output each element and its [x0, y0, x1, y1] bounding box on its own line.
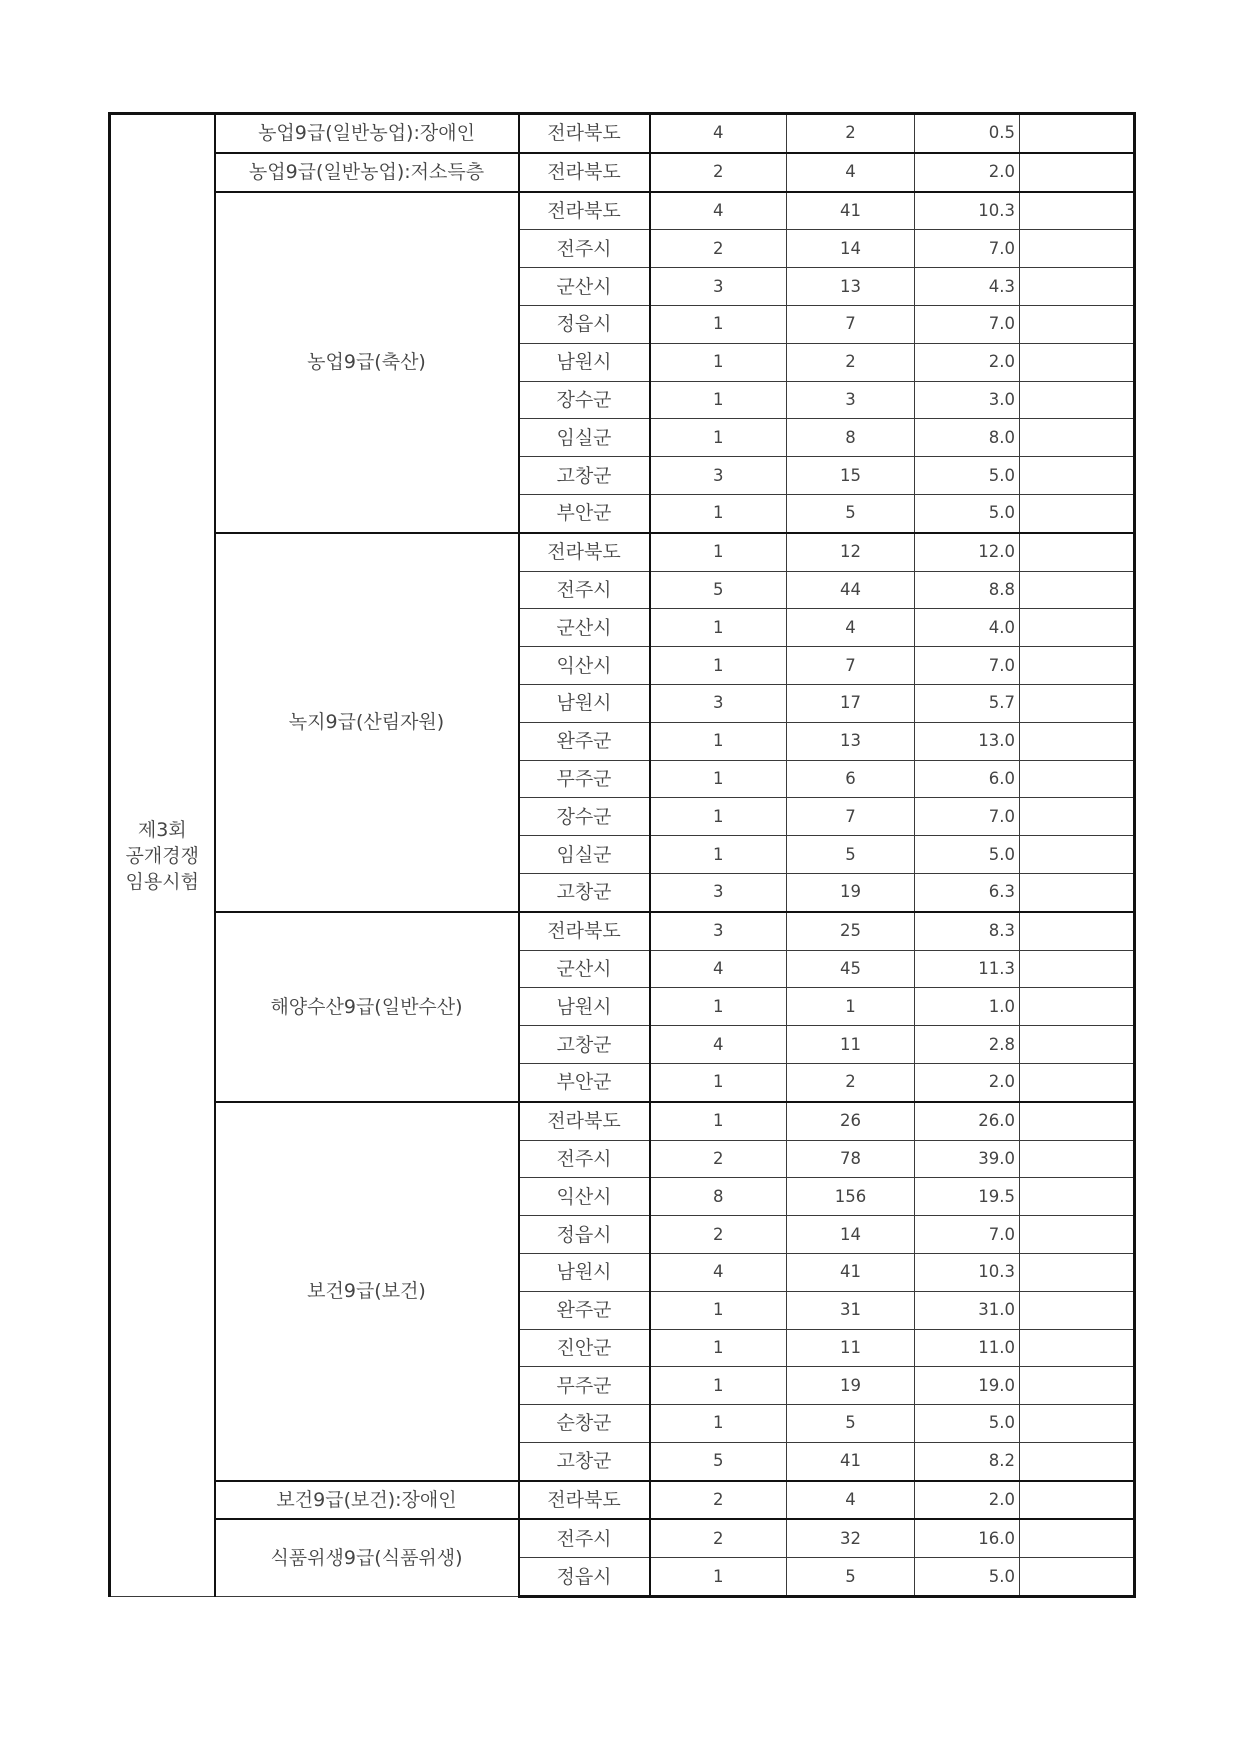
- applicant-count-cell: 5: [787, 836, 915, 874]
- remarks-cell: [1020, 305, 1135, 343]
- remarks-cell: [1020, 192, 1135, 230]
- applicant-count-cell: 26: [787, 1102, 915, 1140]
- region-cell: 익산시: [519, 1178, 650, 1216]
- region-cell: 군산시: [519, 268, 650, 306]
- job-category-cell: 식품위생9급(식품위생): [215, 1519, 519, 1596]
- applicant-count-cell: 15: [787, 457, 915, 495]
- exam-round-line: 제3회: [137, 818, 187, 841]
- remarks-cell: [1020, 268, 1135, 306]
- remarks-cell: [1020, 1367, 1135, 1405]
- selected-count-cell: 4: [650, 114, 787, 153]
- remarks-cell: [1020, 609, 1135, 647]
- region-cell: 전라북도: [519, 153, 650, 192]
- table-row: [110, 1481, 1135, 1520]
- remarks-cell: [1020, 1442, 1135, 1480]
- competition-ratio-cell: 5.0: [915, 494, 1020, 532]
- region-cell: 남원시: [519, 684, 650, 722]
- region-cell: 군산시: [519, 950, 650, 988]
- region-cell: 남원시: [519, 1253, 650, 1291]
- remarks-cell: [1020, 457, 1135, 495]
- applicant-count-cell: 6: [787, 760, 915, 798]
- exam-round-cell: [110, 114, 215, 1597]
- applicant-count-cell: 13: [787, 268, 915, 306]
- applicant-count-cell: 4: [787, 153, 915, 192]
- region-cell: 전주시: [519, 1519, 650, 1557]
- competition-ratio-cell: 2.0: [915, 153, 1020, 192]
- region-cell: 부안군: [519, 494, 650, 532]
- competition-ratio-cell: 19.0: [915, 1367, 1020, 1405]
- competition-ratio-cell: 5.7: [915, 684, 1020, 722]
- remarks-cell: [1020, 1216, 1135, 1254]
- region-cell: 남원시: [519, 343, 650, 381]
- selected-count-cell: 2: [650, 1481, 787, 1520]
- competition-ratio-cell: 16.0: [915, 1519, 1020, 1557]
- selected-count-cell: 1: [650, 419, 787, 457]
- selected-count-cell: 4: [650, 950, 787, 988]
- remarks-cell: [1020, 988, 1135, 1026]
- competition-ratio-cell: 5.0: [915, 836, 1020, 874]
- selected-count-cell: 1: [650, 836, 787, 874]
- applicant-count-cell: 41: [787, 1253, 915, 1291]
- applicant-count-cell: 14: [787, 230, 915, 268]
- competition-ratio-cell: 2.8: [915, 1026, 1020, 1064]
- region-cell: 부안군: [519, 1063, 650, 1101]
- table-row: [110, 192, 1135, 230]
- competition-ratio-cell: 7.0: [915, 230, 1020, 268]
- competition-ratio-cell: 8.3: [915, 912, 1020, 950]
- selected-count-cell: 1: [650, 1367, 787, 1405]
- applicant-count-cell: 12: [787, 533, 915, 571]
- applicant-count-cell: 5: [787, 1405, 915, 1443]
- remarks-cell: [1020, 836, 1135, 874]
- applicant-count-cell: 7: [787, 647, 915, 685]
- remarks-cell: [1020, 684, 1135, 722]
- applicant-count-cell: 1: [787, 988, 915, 1026]
- table-row: [110, 912, 1135, 950]
- competition-ratio-cell: 10.3: [915, 1253, 1020, 1291]
- selected-count-cell: 5: [650, 1442, 787, 1480]
- selected-count-cell: 1: [650, 988, 787, 1026]
- applicant-count-cell: 3: [787, 381, 915, 419]
- selected-count-cell: 1: [650, 760, 787, 798]
- region-cell: 익산시: [519, 647, 650, 685]
- applicant-count-cell: 41: [787, 1442, 915, 1480]
- table-row: [110, 114, 1135, 153]
- applicant-count-cell: 13: [787, 722, 915, 760]
- remarks-cell: [1020, 114, 1135, 153]
- remarks-cell: [1020, 1519, 1135, 1557]
- competition-ratio-cell: 7.0: [915, 647, 1020, 685]
- remarks-cell: [1020, 1178, 1135, 1216]
- selected-count-cell: 3: [650, 873, 787, 911]
- job-category-cell: 녹지9급(산림자원): [215, 533, 519, 912]
- region-cell: 전라북도: [519, 114, 650, 153]
- recruitment-results-table: [108, 112, 1136, 1598]
- selected-count-cell: 1: [650, 1102, 787, 1140]
- region-cell: 고창군: [519, 457, 650, 495]
- competition-ratio-cell: 19.5: [915, 1178, 1020, 1216]
- selected-count-cell: 1: [650, 494, 787, 532]
- competition-ratio-cell: 12.0: [915, 533, 1020, 571]
- competition-ratio-cell: 6.3: [915, 873, 1020, 911]
- selected-count-cell: 2: [650, 1216, 787, 1254]
- competition-ratio-cell: 39.0: [915, 1140, 1020, 1178]
- selected-count-cell: 1: [650, 343, 787, 381]
- remarks-cell: [1020, 343, 1135, 381]
- job-category-cell: 농업9급(축산): [215, 192, 519, 533]
- applicant-count-cell: 2: [787, 114, 915, 153]
- recruitment-results-sheet: [108, 112, 1133, 1592]
- remarks-cell: [1020, 1405, 1135, 1443]
- region-cell: 장수군: [519, 381, 650, 419]
- competition-ratio-cell: 3.0: [915, 381, 1020, 419]
- region-cell: 임실군: [519, 419, 650, 457]
- competition-ratio-cell: 7.0: [915, 1216, 1020, 1254]
- remarks-cell: [1020, 1140, 1135, 1178]
- selected-count-cell: 1: [650, 1329, 787, 1367]
- region-cell: 남원시: [519, 988, 650, 1026]
- remarks-cell: [1020, 153, 1135, 192]
- results-body: [110, 114, 1135, 1597]
- competition-ratio-cell: 5.0: [915, 457, 1020, 495]
- applicant-count-cell: 8: [787, 419, 915, 457]
- remarks-cell: [1020, 571, 1135, 609]
- remarks-cell: [1020, 1558, 1135, 1597]
- applicant-count-cell: 78: [787, 1140, 915, 1178]
- selected-count-cell: 1: [650, 609, 787, 647]
- remarks-cell: [1020, 1253, 1135, 1291]
- job-category-cell: 해양수산9급(일반수산): [215, 912, 519, 1102]
- remarks-cell: [1020, 230, 1135, 268]
- applicant-count-cell: 5: [787, 1558, 915, 1597]
- applicant-count-cell: 41: [787, 192, 915, 230]
- competition-ratio-cell: 13.0: [915, 722, 1020, 760]
- region-cell: 고창군: [519, 1026, 650, 1064]
- competition-ratio-cell: 11.0: [915, 1329, 1020, 1367]
- selected-count-cell: 8: [650, 1178, 787, 1216]
- competition-ratio-cell: 4.0: [915, 609, 1020, 647]
- applicant-count-cell: 19: [787, 1367, 915, 1405]
- region-cell: 정읍시: [519, 1558, 650, 1597]
- table-row: [110, 1102, 1135, 1140]
- selected-count-cell: 5: [650, 571, 787, 609]
- region-cell: 전라북도: [519, 192, 650, 230]
- selected-count-cell: 2: [650, 1140, 787, 1178]
- region-cell: 무주군: [519, 1367, 650, 1405]
- region-cell: 전주시: [519, 230, 650, 268]
- region-cell: 전라북도: [519, 1481, 650, 1520]
- selected-count-cell: 3: [650, 268, 787, 306]
- job-category-cell: 농업9급(일반농업):장애인: [215, 114, 519, 153]
- region-cell: 임실군: [519, 836, 650, 874]
- remarks-cell: [1020, 1329, 1135, 1367]
- job-category-cell: 보건9급(보건): [215, 1102, 519, 1481]
- applicant-count-cell: 2: [787, 1063, 915, 1101]
- region-cell: 전주시: [519, 571, 650, 609]
- applicant-count-cell: 19: [787, 873, 915, 911]
- remarks-cell: [1020, 419, 1135, 457]
- competition-ratio-cell: 2.0: [915, 343, 1020, 381]
- applicant-count-cell: 17: [787, 684, 915, 722]
- competition-ratio-cell: 7.0: [915, 305, 1020, 343]
- selected-count-cell: 3: [650, 684, 787, 722]
- remarks-cell: [1020, 798, 1135, 836]
- exam-round-line: 공개경쟁: [125, 844, 199, 867]
- competition-ratio-cell: 2.0: [915, 1063, 1020, 1101]
- job-category-cell: 농업9급(일반농업):저소득층: [215, 153, 519, 192]
- competition-ratio-cell: 11.3: [915, 950, 1020, 988]
- region-cell: 무주군: [519, 760, 650, 798]
- selected-count-cell: 1: [650, 1558, 787, 1597]
- selected-count-cell: 1: [650, 533, 787, 571]
- remarks-cell: [1020, 950, 1135, 988]
- region-cell: 전라북도: [519, 912, 650, 950]
- applicant-count-cell: 45: [787, 950, 915, 988]
- table-row: [110, 153, 1135, 192]
- region-cell: 완주군: [519, 722, 650, 760]
- remarks-cell: [1020, 1102, 1135, 1140]
- remarks-cell: [1020, 1026, 1135, 1064]
- table-row: [110, 533, 1135, 571]
- selected-count-cell: 1: [650, 381, 787, 419]
- job-category-cell: 보건9급(보건):장애인: [215, 1481, 519, 1520]
- region-cell: 정읍시: [519, 305, 650, 343]
- applicant-count-cell: 7: [787, 798, 915, 836]
- competition-ratio-cell: 0.5: [915, 114, 1020, 153]
- selected-count-cell: 1: [650, 1063, 787, 1101]
- table-row: [110, 1519, 1135, 1557]
- remarks-cell: [1020, 381, 1135, 419]
- competition-ratio-cell: 10.3: [915, 192, 1020, 230]
- applicant-count-cell: 156: [787, 1178, 915, 1216]
- selected-count-cell: 1: [650, 722, 787, 760]
- region-cell: 전라북도: [519, 1102, 650, 1140]
- applicant-count-cell: 4: [787, 1481, 915, 1520]
- selected-count-cell: 2: [650, 153, 787, 192]
- region-cell: 전주시: [519, 1140, 650, 1178]
- region-cell: 군산시: [519, 609, 650, 647]
- applicant-count-cell: 14: [787, 1216, 915, 1254]
- competition-ratio-cell: 26.0: [915, 1102, 1020, 1140]
- applicant-count-cell: 31: [787, 1291, 915, 1329]
- region-cell: 고창군: [519, 873, 650, 911]
- selected-count-cell: 2: [650, 230, 787, 268]
- applicant-count-cell: 11: [787, 1329, 915, 1367]
- competition-ratio-cell: 8.8: [915, 571, 1020, 609]
- competition-ratio-cell: 5.0: [915, 1558, 1020, 1597]
- selected-count-cell: 4: [650, 1253, 787, 1291]
- exam-round-line: 임용시험: [125, 870, 199, 893]
- competition-ratio-cell: 7.0: [915, 798, 1020, 836]
- competition-ratio-cell: 8.0: [915, 419, 1020, 457]
- selected-count-cell: 3: [650, 457, 787, 495]
- applicant-count-cell: 2: [787, 343, 915, 381]
- region-cell: 고창군: [519, 1442, 650, 1480]
- selected-count-cell: 1: [650, 798, 787, 836]
- selected-count-cell: 4: [650, 192, 787, 230]
- remarks-cell: [1020, 494, 1135, 532]
- competition-ratio-cell: 31.0: [915, 1291, 1020, 1329]
- competition-ratio-cell: 2.0: [915, 1481, 1020, 1520]
- competition-ratio-cell: 4.3: [915, 268, 1020, 306]
- selected-count-cell: 1: [650, 1405, 787, 1443]
- selected-count-cell: 1: [650, 305, 787, 343]
- selected-count-cell: 3: [650, 912, 787, 950]
- applicant-count-cell: 25: [787, 912, 915, 950]
- applicant-count-cell: 5: [787, 494, 915, 532]
- competition-ratio-cell: 6.0: [915, 760, 1020, 798]
- remarks-cell: [1020, 873, 1135, 911]
- selected-count-cell: 2: [650, 1519, 787, 1557]
- applicant-count-cell: 7: [787, 305, 915, 343]
- applicant-count-cell: 32: [787, 1519, 915, 1557]
- remarks-cell: [1020, 533, 1135, 571]
- applicant-count-cell: 4: [787, 609, 915, 647]
- region-cell: 전라북도: [519, 533, 650, 571]
- selected-count-cell: 4: [650, 1026, 787, 1064]
- remarks-cell: [1020, 722, 1135, 760]
- remarks-cell: [1020, 1063, 1135, 1101]
- region-cell: 순창군: [519, 1405, 650, 1443]
- applicant-count-cell: 44: [787, 571, 915, 609]
- region-cell: 진안군: [519, 1329, 650, 1367]
- competition-ratio-cell: 5.0: [915, 1405, 1020, 1443]
- competition-ratio-cell: 1.0: [915, 988, 1020, 1026]
- region-cell: 정읍시: [519, 1216, 650, 1254]
- remarks-cell: [1020, 1291, 1135, 1329]
- applicant-count-cell: 11: [787, 1026, 915, 1064]
- region-cell: 완주군: [519, 1291, 650, 1329]
- competition-ratio-cell: 8.2: [915, 1442, 1020, 1480]
- remarks-cell: [1020, 1481, 1135, 1520]
- selected-count-cell: 1: [650, 647, 787, 685]
- remarks-cell: [1020, 912, 1135, 950]
- remarks-cell: [1020, 760, 1135, 798]
- region-cell: 장수군: [519, 798, 650, 836]
- selected-count-cell: 1: [650, 1291, 787, 1329]
- remarks-cell: [1020, 647, 1135, 685]
